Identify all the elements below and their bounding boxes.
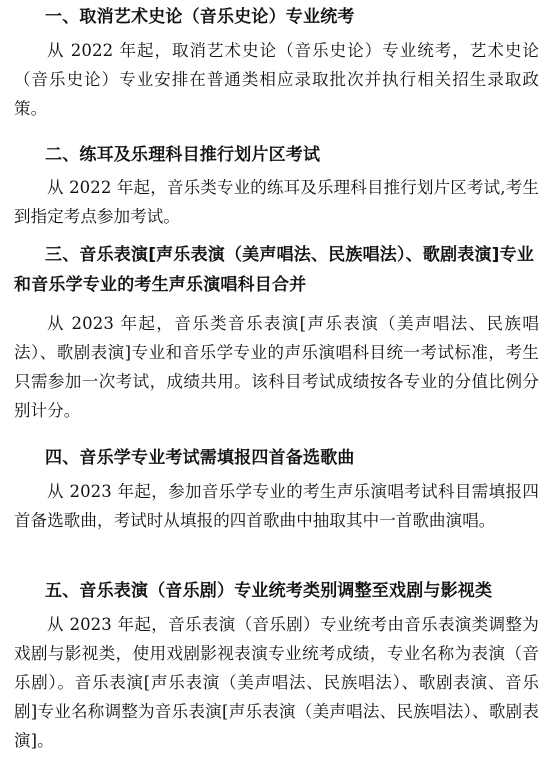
section-paragraph: 从 2023 年起，音乐表演（音乐剧）专业统考由音乐表演类调整为戏剧与影视类，使用戏剧影视表演专业统考成绩，专业名称为表演（音乐剧）。音乐表演[声乐表演（美声唱法、民族唱法）、歌剧表演、音乐剧]专业名称调整为音乐表演[声乐表演（美声唱法、民族唱法）、歌剧表演]。 [14,615,539,750]
section-paragraph: 从 2023 年起，参加音乐学专业的考生声乐演唱考试科目需填报四首备选歌曲，考试时从填报的四首歌曲中抽取其中一首歌曲演唱。 [14,482,539,530]
section-heading: 五、音乐表演（音乐剧）专业统考类别调整至戏剧与影视类 [45,581,493,601]
section-heading: 四、音乐学专业考试需填报四首备选歌曲 [45,448,355,468]
section-heading: 三、音乐表演[声乐表演（美声唱法、民族唱法）、歌剧表演]专业和音乐学专业的考生声乐演唱科目合并 [14,245,535,295]
section-paragraph: 从 2023 年起，音乐类音乐表演[声乐表演（美声唱法、民族唱法）、歌剧表演]专业和音乐学专业的声乐演唱科目统一考试标准，考生只需参加一次考试，成绩共用。该科目考试成绩按各专业的分值比例分别计分。 [14,314,539,420]
section-heading: 二、练耳及乐理科目推行划片区考试 [45,145,321,165]
section-paragraph: 从 2022 年起，取消艺术史论（音乐史论）专业统考，艺术史论（音乐史论）专业安排在普通类相应录取批次并执行相关招生录取政策。 [14,41,539,118]
section-heading: 一、取消艺术史论（音乐史论）专业统考 [45,7,355,27]
section-paragraph: 从 2022 年起，音乐类专业的练耳及乐理科目推行划片区考试,考生到指定考点参加考试。 [14,178,539,226]
